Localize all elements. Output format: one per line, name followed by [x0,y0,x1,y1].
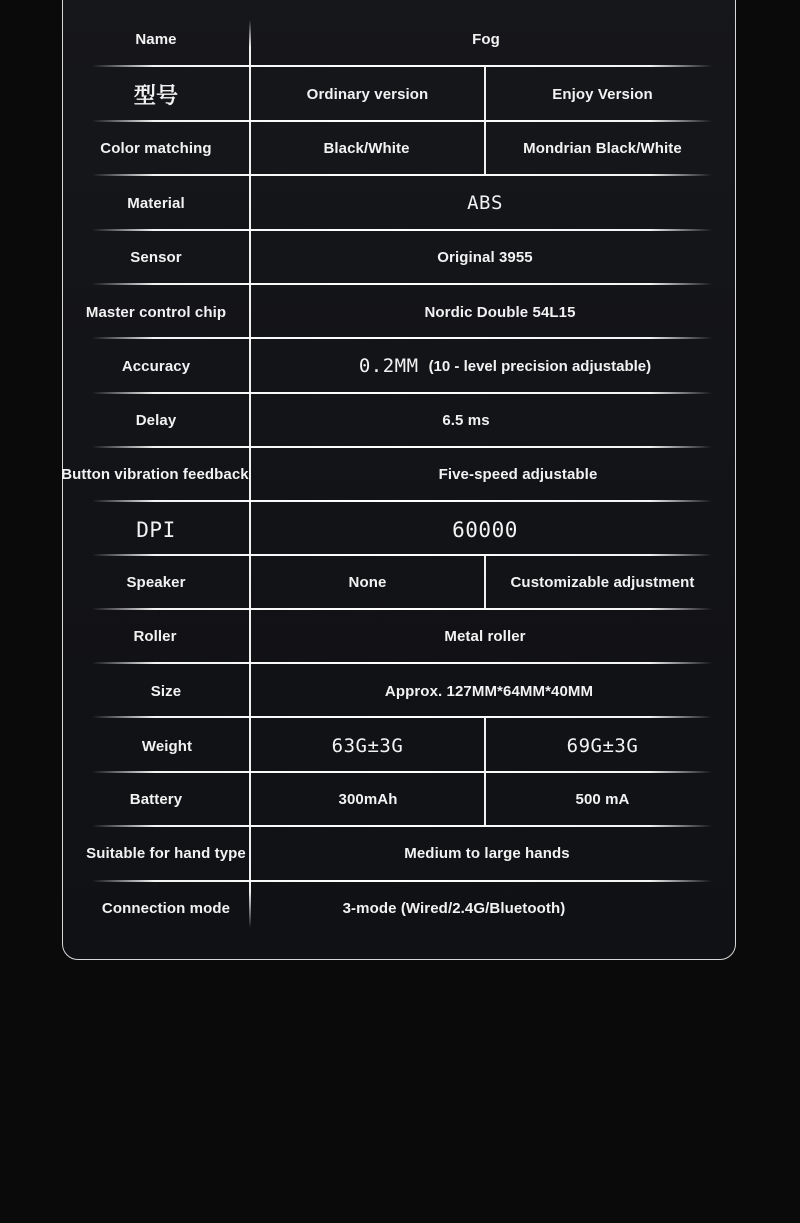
spec-row-hand-type [0,826,800,880]
row-value: 3-mode (Wired/2.4G/Bluetooth) [342,899,566,917]
spec-row-vibration [0,447,800,501]
row-value: Nordic Double 54L15 [424,303,576,321]
spec-row-material [0,176,800,230]
row-label: Master control chip [85,303,227,321]
row-value-1: 63G±3G [331,735,404,757]
row-value: Approx. 127MM*64MM*40MM [384,682,594,700]
spec-row-accuracy [0,339,800,393]
row-value: 60000 [452,518,518,542]
row-value: Original 3955 [437,248,533,266]
row-value-1: Black/White [323,139,410,157]
row-label: 型号 [133,82,179,108]
row-divider [92,716,712,718]
half-divider [484,555,486,608]
spec-row-color [0,121,800,175]
row-label: Connection mode [101,899,231,917]
spec-row-size [0,664,800,718]
row-value-2: 69G±3G [566,735,639,757]
row-label: DPI [136,518,176,542]
accuracy-note: (10 - level precision adjustable) [428,357,652,375]
row-label: Delay [135,411,177,429]
row-label: Button vibration feedback [61,465,249,483]
row-label: Suitable for hand type [86,844,246,862]
row-value: Fog [472,30,500,48]
row-value: Medium to large hands [404,844,570,862]
half-divider [484,66,486,175]
row-value-1: 300mAh [338,790,398,808]
row-label: Accuracy [121,357,191,375]
spec-row-weight [0,719,800,773]
row-value: Five-speed adjustable [438,465,598,483]
spec-row-model [0,67,800,121]
row-value: Metal roller [444,627,526,645]
row-value: ABS [467,192,503,214]
row-label: Weight [141,737,193,755]
row-label: Roller [133,627,177,645]
spec-row-roller [0,609,800,663]
row-label: Size [150,682,182,700]
spec-row-delay [0,393,800,447]
row-value-2: Customizable adjustment [510,573,695,591]
row-label: Speaker [126,573,186,591]
spec-row-battery [0,772,800,826]
half-divider [484,717,486,826]
row-label: Name [135,30,177,48]
row-value-1: None [348,573,387,591]
spec-row-name [0,12,800,66]
spec-row-speaker [0,555,800,609]
row-value-2: Enjoy Version [552,85,653,103]
row-label: Sensor [130,248,182,266]
spec-row-connection [0,881,800,935]
row-value: 6.5 ms [442,411,490,429]
spec-row-sensor [0,230,800,284]
accuracy-value: 0.2MM [358,355,419,377]
row-label: Color matching [100,139,212,157]
row-label: Material [127,194,185,212]
row-value-1: Ordinary version [306,85,429,103]
row-value-2: Mondrian Black/White [523,139,682,157]
row-value [250,339,760,393]
row-label: Battery [129,790,183,808]
spec-row-dpi [0,503,800,557]
row-divider [92,500,712,502]
spec-row-chip [0,285,800,339]
row-value-2: 500 mA [575,790,630,808]
